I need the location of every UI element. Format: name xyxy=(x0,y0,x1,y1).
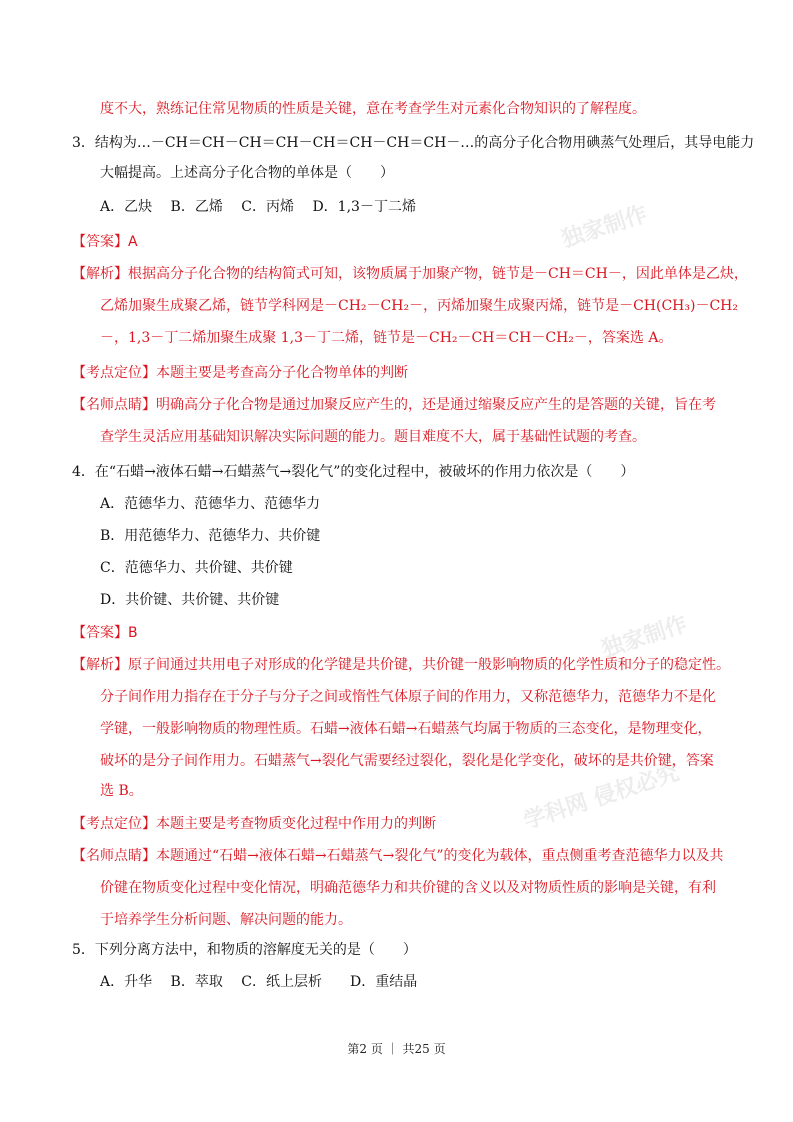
question-4-analysis-4: 破坏的是分子间作用力。石蜡蒸气→裂化气需要经过裂化，裂化是化学变化，破坏的是共价键，答案 xyxy=(100,753,714,769)
question-3-comment-2: 查学生灵活应用基础知识解决实际问题的能力。题目难度不大，属于基础性试题的考查。 xyxy=(100,429,646,445)
question-5-options: A．升华 B．萃取 C．纸上层析 D．重结晶 xyxy=(100,974,418,990)
question-3-analysis-1: 【解析】根据高分子化合物的结构简式可知，该物质属于加聚产物，链节是－CH＝CH－，因此单体是乙炔， xyxy=(72,266,748,282)
question-4-comment-3: 于培养学生分析问题、解决问题的能力。 xyxy=(100,912,352,928)
question-5-stem: 5．下列分离方法中，和物质的溶解度无关的是（ ） xyxy=(72,942,417,958)
question-4-analysis-1: 【解析】原子间通过共用电子对形成的化学键是共价键，共价键一般影响物质的化学性质和分子的稳定性。 xyxy=(72,657,730,673)
page-footer: 第2 页 ｜ 共25 页 xyxy=(347,1042,446,1056)
question-3-analysis-2: 乙烯加聚生成聚乙烯，链节学科网是－CH₂－CH₂－，丙烯加聚生成聚丙烯，链节是－CH(CH₃)－CH₂ xyxy=(100,298,738,314)
question-4-option-b: B．用范德华力、范德华力、共价键 xyxy=(100,528,321,544)
question-3-answer: 【答案】A xyxy=(72,234,138,250)
question-3-options: A．乙炔 B．乙烯 C．丙烯 D．1,3－丁二烯 xyxy=(100,199,416,215)
watermark: 学科网 侵权必究 xyxy=(520,760,683,835)
question-4-analysis-3: 学键，一般影响物质的物理性质。石蜡→液体石蜡→石蜡蒸气均属于物质的三态变化，是物理变化， xyxy=(100,721,712,737)
prev-analysis-tail: 度不大，熟练记住常见物质的性质是关键，意在考查学生对元素化合物知识的了解程度。 xyxy=(100,101,646,117)
question-3-stem-cont: 大幅提高。上述高分子化合物的单体是（ ） xyxy=(100,165,394,181)
question-4-option-a: A．范德华力、范德华力、范德华力 xyxy=(100,496,321,512)
question-3-point: 【考点定位】本题主要是考查高分子化合物单体的判断 xyxy=(72,365,408,381)
question-4-option-d: D．共价键、共价键、共价键 xyxy=(100,592,280,608)
question-4-comment-2: 价键在物质变化过程中变化情况，明确范德华力和共价键的含义以及对物质性质的影响是关键，有利 xyxy=(100,880,716,896)
question-4-option-c: C．范德华力、共价键、共价键 xyxy=(100,560,293,576)
question-4-analysis-5: 选 B。 xyxy=(100,783,143,799)
question-3-analysis-3: －，1,3－丁二烯加聚生成聚 1,3－丁二烯，链节是－CH₂－CH＝CH－CH₂－，答案选 A。 xyxy=(100,330,673,346)
watermark: 独家制作 xyxy=(598,611,691,663)
watermark: 独家制作 xyxy=(558,201,651,253)
question-4-comment-1: 【名师点睛】本题通过“石蜡→液体石蜡→石蜡蒸气→裂化气”的变化为载体，重点侧重考查范德华力以及共 xyxy=(72,848,724,864)
question-4-analysis-2: 分子间作用力指存在于分子与分子之间或惰性气体原子间的作用力，又称范德华力，范德华力不是化 xyxy=(100,689,716,705)
question-4-stem: 4．在“石蜡→液体石蜡→石蜡蒸气→裂化气”的变化过程中，被破坏的作用力依次是（ ） xyxy=(72,464,635,480)
question-3-stem: 3．结构为…－CH＝CH－CH＝CH－CH＝CH－CH＝CH－…的高分子化合物用碘蒸气处理后，其导电能力 xyxy=(72,135,755,151)
question-4-answer: 【答案】B xyxy=(72,625,138,641)
question-4-point: 【考点定位】本题主要是考查物质变化过程中作用力的判断 xyxy=(72,816,436,832)
question-3-comment-1: 【名师点睛】明确高分子化合物是通过加聚反应产生的，还是通过缩聚反应产生的是答题的关键，旨在考 xyxy=(72,397,716,413)
